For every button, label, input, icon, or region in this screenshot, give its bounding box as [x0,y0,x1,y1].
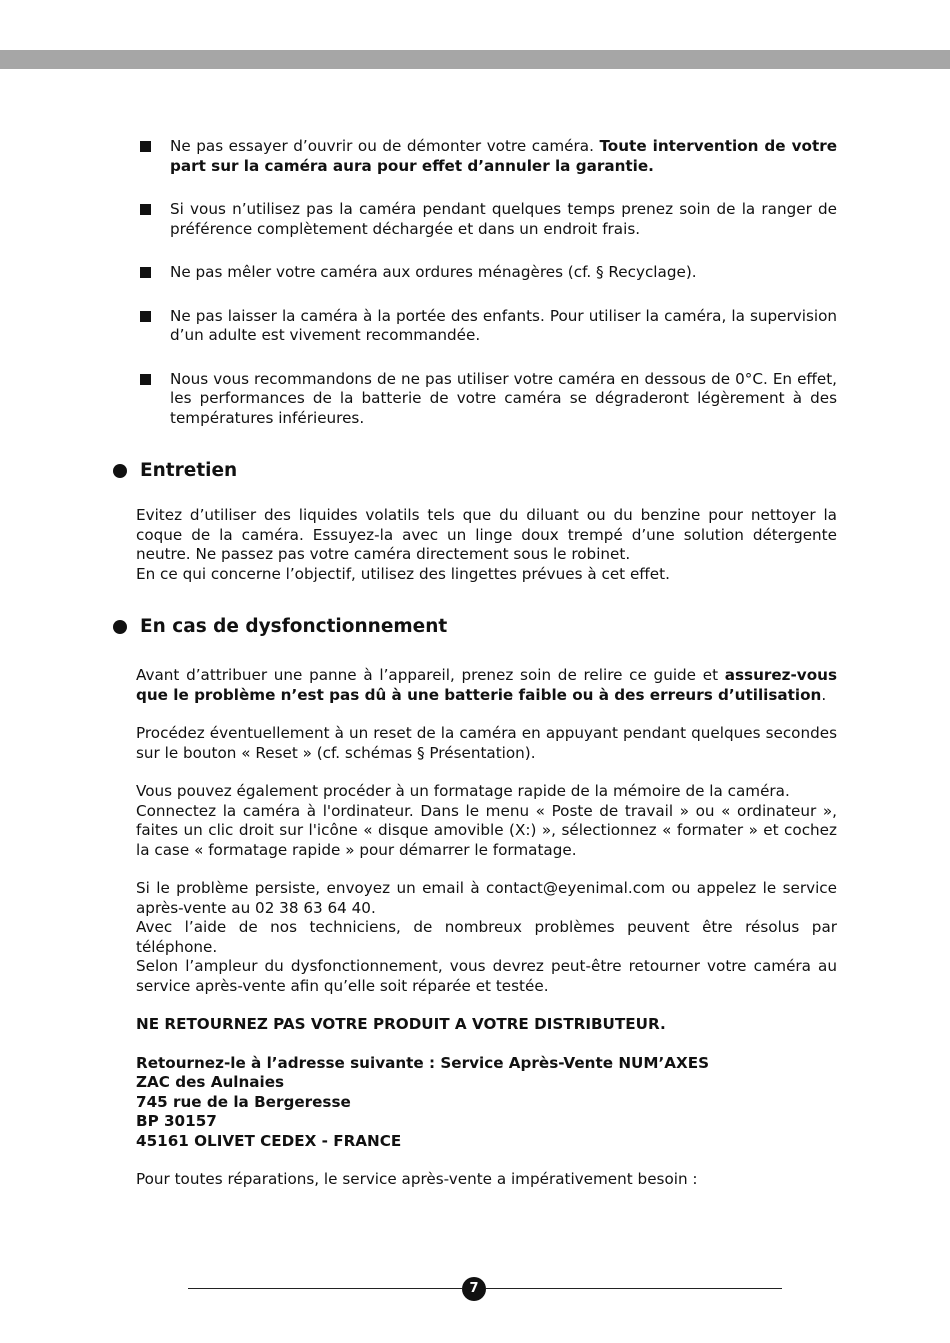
list-item: Ne pas essayer d’ouvrir ou de démonter votre caméra. Toute intervention de votre part sur la caméra aura pour effet d’annuler la garantie. [136,137,837,176]
intro-paragraph: Avant d’attribuer une panne à l’appareil, prenez soin de relire ce guide et assurez-vous que le problème n’est pas dû à une batterie faible ou à des erreurs d’utilisation. [136,666,837,704]
address-line: BP 30157 [136,1112,217,1130]
return-address [136,1054,837,1152]
list-item: Ne pas mêler votre caméra aux ordures ménagères (cf. § Recyclage). [136,263,837,283]
contact-paragraph: Selon l’ampleur du dysfonctionnement, vous devrez peut-être retourner votre caméra au service après-vente afin qu’elle soit réparée et testée. [136,957,837,995]
address-line: 745 rue de la Bergeresse [136,1092,351,1111]
entretien-paragraph: Evitez d’utiliser des liquides volatils tels que du diluant ou du benzine pour nettoyer la coque de la caméra. Essuyez-la avec un linge doux trempé d’une solution détergente neutre. Ne passez pas votre caméra directement sous le robinet. [136,506,837,563]
square-bullet-icon [140,141,151,152]
reset-paragraph: Procédez éventuellement à un reset de la caméra en appuyant pendant quelques secondes sur le bouton « Reset » (cf. schémas § Présentation). [136,724,837,762]
closing-paragraph: Pour toutes réparations, le service après-vente a impérativement besoin : [136,1170,698,1188]
square-bullet-icon [140,267,151,278]
header-bar [0,50,950,69]
square-bullet-icon [140,204,151,215]
square-bullet-icon [140,374,151,385]
list-item: Ne pas laisser la caméra à la portée des enfants. Pour utiliser la caméra, la supervision d’un adulte est vivement recommandée. [136,307,837,346]
contact-paragraph: Si le problème persiste, envoyez un email à contact@eyenimal.com ou appelez le service après-vente au 02 38 63 64 40. [136,879,837,917]
format-paragraph: Vous pouvez également procéder à un formatage rapide de la mémoire de la caméra. [136,782,790,800]
page-content [136,137,837,1190]
list-item: Nous vous recommandons de ne pas utiliser votre caméra en dessous de 0°C. En effet, les performances de la batterie de votre caméra se dégraderont légèrement à des températures inférieures. [136,370,837,429]
footer-rule-right [486,1288,782,1289]
entretien-paragraph: En ce qui concerne l’objectif, utilisez des lingettes prévues à cet effet. [136,564,670,583]
square-bullet-icon [140,311,151,322]
round-bullet-icon [113,620,127,634]
page-number: 7 [462,1277,486,1301]
address-line: ZAC des Aulnaies [136,1073,285,1091]
contact-paragraph: Avec l’aide de nos techniciens, de nombreux problèmes peuvent être résolus par téléphone. [136,918,837,956]
precautions-list [136,137,837,428]
format-paragraph: Connectez la caméra à l'ordinateur. Dans le menu « Poste de travail » ou « ordinateur », faites un clic droit sur l'icône « disque amovible (X:) », sélectionnez « formater » et cochez la case « formatage rapide » pour démarrer le formatage. [136,801,837,859]
footer-rule-left [188,1288,462,1289]
list-item: Si vous n’utilisez pas la caméra pendant quelques temps prenez soin de la ranger de préférence complètement déchargée et dans un endroit frais. [136,200,837,239]
warning-text: NE RETOURNEZ PAS VOTRE PRODUIT A VOTRE DISTRIBUTEUR. [136,1015,666,1033]
round-bullet-icon [113,464,127,478]
address-line: Retournez-le à l’adresse suivante : Service Après-Vente NUM’AXES [136,1053,710,1072]
section-heading-dysfonctionnement: En cas de dysfonctionnement [140,615,837,639]
address-line: 45161 OLIVET CEDEX - FRANCE [136,1131,402,1150]
section-heading-entretien: Entretien [140,459,837,483]
